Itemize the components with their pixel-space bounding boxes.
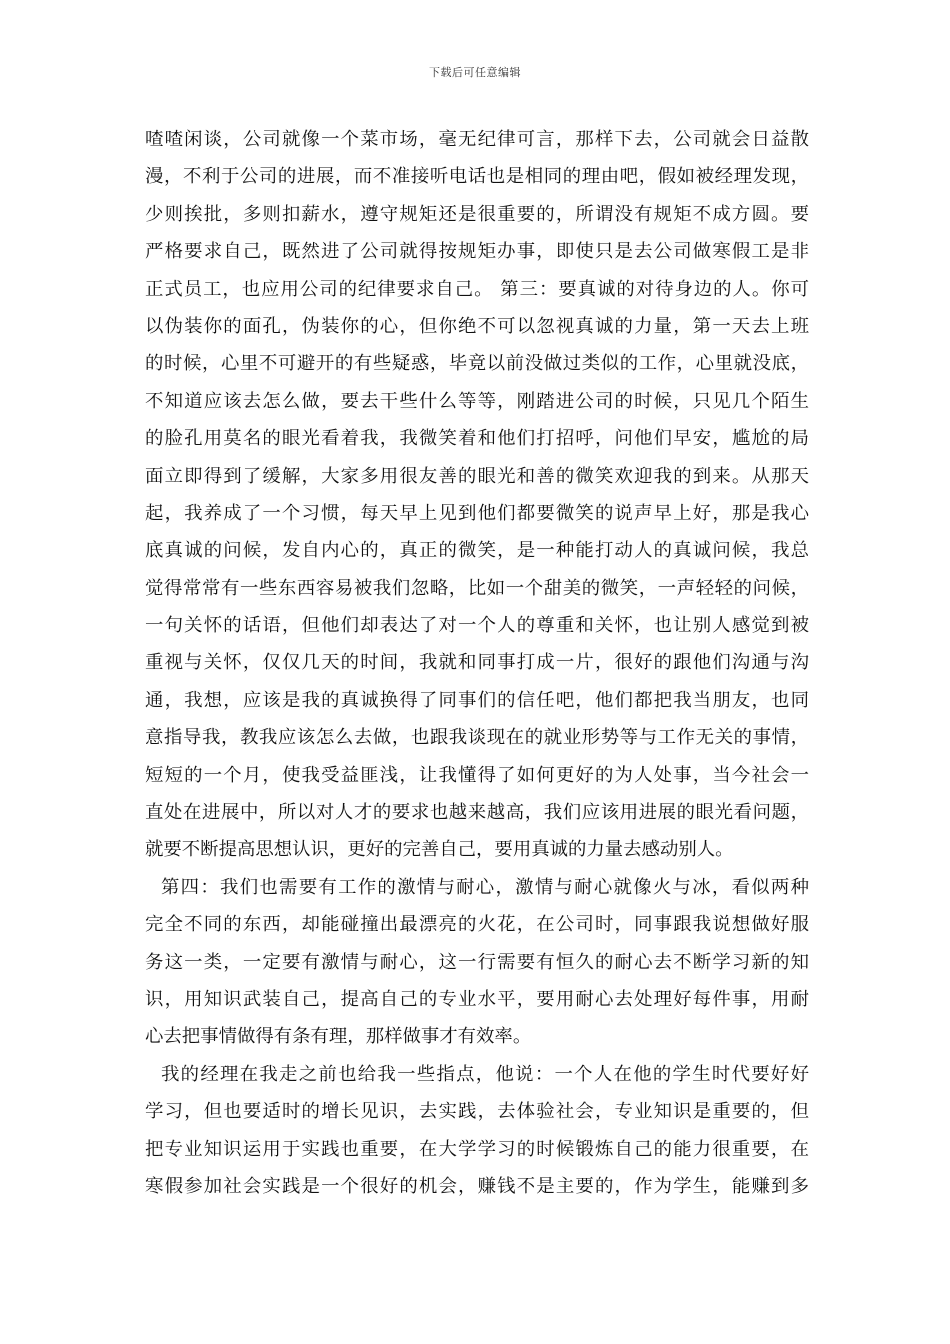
text-line: 通，我想，应该是我的真诚换得了同事们的信任吧，他们都把我当朋友，也同 [145, 689, 809, 711]
text-line: 完全不同的东西，却能碰撞出最漂亮的火花，在公司时，同事跟我说想做好服 [145, 914, 809, 936]
paragraph-3 [145, 1056, 809, 1206]
text-line: 第四：我们也需要有工作的激情与耐心，激情与耐心就像火与冰，看似两种 [161, 876, 809, 898]
text-line: 的脸孔用莫名的眼光看着我，我微笑着和他们打招呼，问他们早安，尴尬的局 [145, 428, 809, 450]
text-line: 正式员工，也应用公司的纪律要求自己。 第三：要真诚的对待身边的人。你可 [145, 278, 809, 300]
text-line: 少则挨批，多则扣薪水，遵守规矩还是很重要的，所谓没有规矩不成方圆。要 [145, 203, 809, 225]
text-line: 直处在进展中，所以对人才的要求也越来越高，我们应该用进展的眼光看问题， [145, 802, 809, 824]
paragraph-2 [145, 869, 809, 1056]
text-line: 一句关怀的话语，但他们却表达了对一个人的尊重和关怀，也让别人感觉到被 [145, 615, 809, 637]
body-text [145, 121, 809, 1205]
text-line: 底真诚的问候，发自内心的，真正的微笑，是一种能打动人的真诚问候，我总 [145, 540, 809, 562]
text-line: 务这一类，一定要有激情与耐心，这一行需要有恒久的耐心去不断学习新的知 [145, 951, 809, 973]
text-line: 起，我养成了一个习惯，每天早上见到他们都要微笑的说声早上好，那是我心 [145, 502, 809, 524]
text-line: 学习，但也要适时的增长见识，去实践，去体验社会，专业知识是重要的，但 [145, 1101, 809, 1123]
text-line: 就要不断提高思想认识，更好的完善自己，要用真诚的力量去感动别人。 [145, 839, 734, 861]
text-line: 漫，不利于公司的进展，而不准接听电话也是相同的理由吧，假如被经理发现， [145, 166, 809, 188]
text-line: 严格要求自己，既然进了公司就得按规矩办事，即使只是去公司做寒假工是非 [145, 241, 809, 263]
text-line: 意指导我，教我应该怎么去做，也跟我谈现在的就业形势等与工作无关的事情， [145, 727, 809, 749]
text-line: 识，用知识武装自己，提高自己的专业水平，要用耐心去处理好每件事，用耐 [145, 988, 809, 1010]
text-line: 以伪装你的面孔，伪装你的心，但你绝不可以忽视真诚的力量，第一天去上班 [145, 315, 809, 337]
text-line: 把专业知识运用于实践也重要，在大学学习的时候锻炼自己的能力很重要，在 [145, 1138, 809, 1160]
paragraph-1 [145, 121, 809, 869]
text-line: 的时候，心里不可避开的有些疑惑，毕竟以前没做过类似的工作，心里就没底， [145, 353, 809, 375]
text-line: 不知道应该去怎么做，要去干些什么等等，刚踏进公司的时候，只见几个陌生 [145, 390, 809, 412]
text-line: 面立即得到了缓解，大家多用很友善的眼光和善的微笑欢迎我的到来。从那天 [145, 465, 809, 487]
text-line: 觉得常常有一些东西容易被我们忽略，比如一个甜美的微笑，一声轻轻的问候， [145, 577, 809, 599]
text-line: 重视与关怀，仅仅几天的时间，我就和同事打成一片，很好的跟他们沟通与沟 [145, 652, 809, 674]
page-header: 下载后可任意编辑 [429, 66, 521, 79]
text-line: 寒假参加社会实践是一个很好的机会，赚钱不是主要的，作为学生，能赚到多 [145, 1175, 809, 1197]
text-line: 短短的一个月，使我受益匪浅，让我懂得了如何更好的为人处事，当今社会一 [145, 764, 809, 786]
text-line: 我的经理在我走之前也给我一些指点，他说：一个人在他的学生时代要好好 [161, 1063, 809, 1085]
text-line: 喳喳闲谈，公司就像一个菜市场，毫无纪律可言，那样下去，公司就会日益散 [145, 129, 809, 150]
text-line: 心去把事情做得有条有理，那样做事才有效率。 [145, 1026, 532, 1048]
